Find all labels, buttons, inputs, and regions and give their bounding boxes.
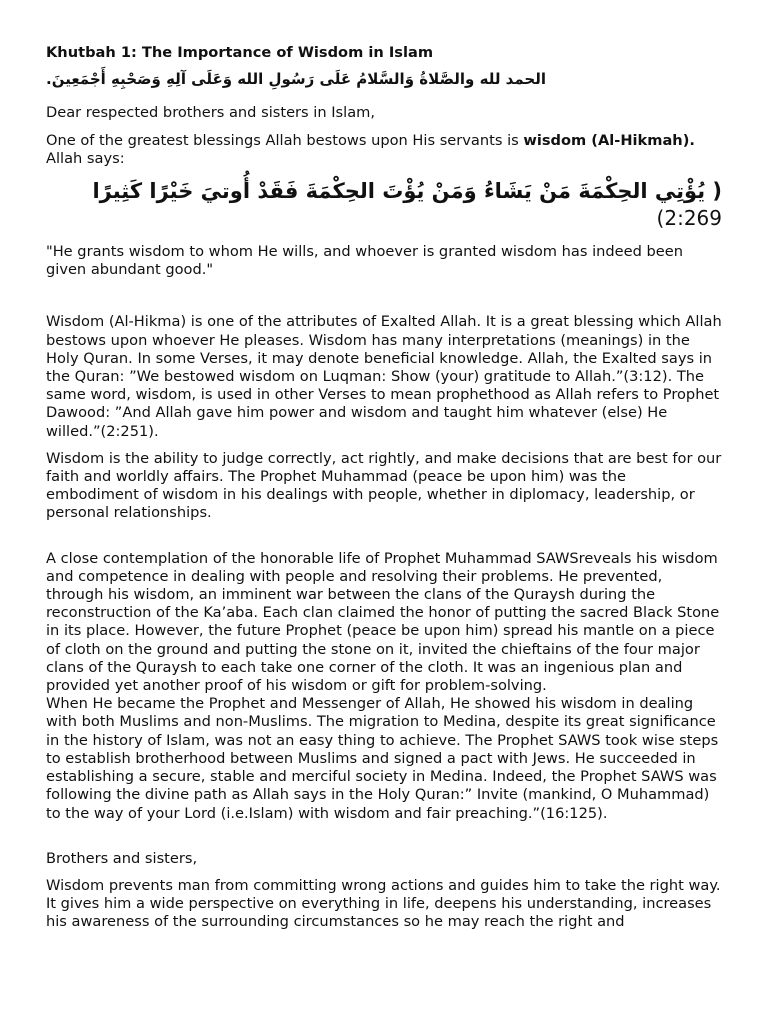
intro-paragraph (46, 132, 722, 168)
paragraph-wisdom-ability: Wisdom is the ability to judge correctly, act rightly, and make decisions that are best for our faith and worldly affairs. The Prophet Muhammad (peace be upon him) was the embodiment of wisdom in his dealings with people, whether in diplomacy, leadership, or personal relationships. (46, 449, 722, 522)
quran-verse-arabic: ( يُؤْتِي الحِكْمَةَ مَنْ يَشَاءُ وَمَنْ يُؤْتَ الحِكْمَةَ فَقَدْ أُوتيَ خَيْرًا كَثِيرًا (92, 179, 722, 204)
intro-continuation: Allah says: (46, 149, 125, 167)
intro-bold-term: wisdom (Al-Hikmah). (523, 131, 695, 149)
paragraph-prophet-wisdom: When He became the Prophet and Messenger of Allah, He showed his wisdom in dealing with both Muslims and non-Muslims. The migration to Medina, despite its great significance in the history of Islam, was not an easy thing to achieve. The Prophet SAWS took wise steps to establish brotherhood between Muslims and signed a pact with Jews. He succeeded in establishing a secure, stable and merciful society in Medina. Indeed, the Prophet SAWS was following the divine path as Allah says in the Holy Quran:” Invite (mankind, O Muhammad) to the way of your Lord (i.e.Islam) with wisdom and fair preaching.”(16:125). (46, 695, 719, 822)
paragraph-wisdom-prevents: Wisdom prevents man from committing wrong actions and guides him to take the right way. It gives him a wide perspective on everything in life, deepens his understanding, increases his awareness of the surrounding circumstances so he may reach the right and (46, 876, 721, 931)
brothers-sisters-line: Brothers and sisters, (46, 849, 198, 867)
verse-reference: (2:269 (656, 206, 722, 231)
paragraph-contemplation: A close contemplation of the honorable life of Prophet Muhammad SAWSreveals his wisdom and competence in dealing with people and resolving their problems. He prevented, through his wisdom, an imminent war between the clans of the Quraysh during the reconstruction of the Ka’aba. Each clan claimed the honor of putting the sacred Black Stone in its place. However, the future Prophet (peace be upon him) spread his mantle on a piece of cloth on the ground and putting the stone on it, invited the chieftains of the four major clans of the Quraysh to each take one corner of the cloth. It was an ingenious plan and provided yet another proof of his wisdom or gift for problem-solving. (46, 549, 720, 695)
arabic-opening-line: الحمد لله والصَّلاةُ وَالسَّلامُ عَلَى رَسُولِ الله وَعَلَى آلِهِ وَصَحْبِهِ أَجْمَعِينَ. (46, 70, 546, 89)
greeting-line: Dear respected brothers and sisters in Islam, (46, 104, 375, 122)
intro-text: One of the greatest blessings Allah bestows upon His servants is (46, 131, 524, 149)
verse-translation: "He grants wisdom to whom He wills, and whoever is granted wisdom has indeed been given abundant good." (46, 243, 683, 279)
paragraph-wisdom-attribute: Wisdom (Al-Hikma) is one of the attributes of Exalted Allah. It is a great blessing which Allah bestows upon whoever He pleases. Wisdom has many interpretations (meanings) in the Holy Quran. In some Verses, it may denote beneficial knowledge. Allah, the Exalted says in the Quran: ”We bestowed wisdom on Luqman: Show (your) gratitude to Allah.”(3:12). The same word, wisdom, is used in other Verses to mean prophethood as Allah refers to Prophet Dawood: ”And Allah gave him power and wisdom and taught him whatever (else) He willed.”(2:251). (46, 313, 722, 440)
document-title: Khutbah 1: The Importance of Wisdom in Islam (46, 44, 434, 61)
